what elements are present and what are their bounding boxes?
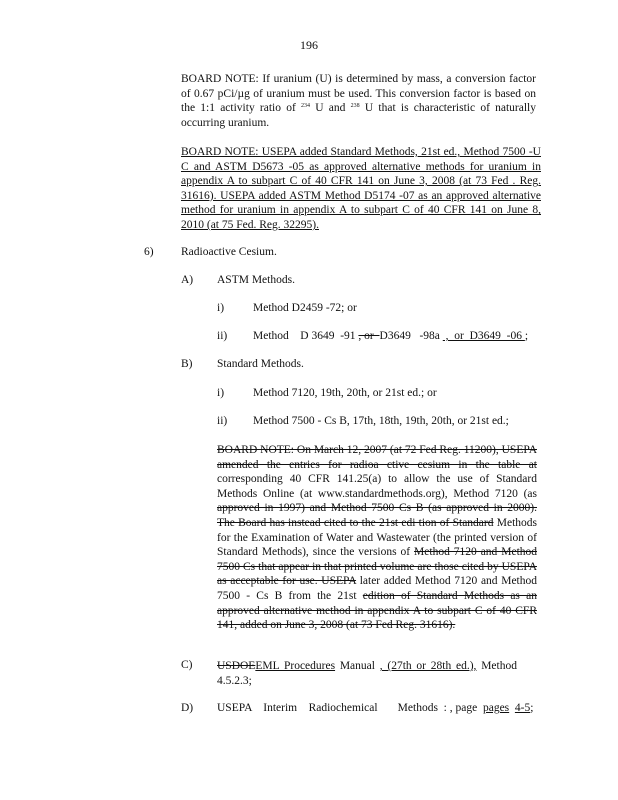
note1-text-c: U that is characteristic of naturally occurring uranium. — [181, 102, 536, 129]
item-a-ii-added: , or D3649 -06 — [442, 330, 525, 342]
item-a-heading: ASTM Methods. — [217, 274, 295, 286]
item-d-text — [217, 702, 533, 714]
item-b-ii-number: ii) — [217, 415, 228, 427]
item-c-struck: USDOE — [217, 660, 256, 672]
item-c-number: C) — [181, 659, 193, 671]
note3-text-1: corresponding 40 CFR 141.25(a) to allow the use of Standard Methods Online (at www.standardmethods.org), Method 7120 (as — [217, 473, 537, 500]
item-c-eml: EML Procedures — [255, 660, 336, 672]
item-c-edition: , (27th or 28th ed.), — [379, 660, 477, 672]
note3-struck-1: BOARD NOTE: On March 12, 2007 (at 72 Fed Reg. 11200), USEPA amended the entries for radioa ctive cesium in the table at — [217, 444, 537, 471]
note3-struck-2: approved in 1997) and Method 7500 Cs B (as approved in 2000). The Board has instead cited to the 21st edi tion of Standard — [217, 502, 537, 529]
item-b-ii-text: Method 7500 - Cs B, 17th, 18th, 19th, 20th, or 21st ed.; — [253, 415, 509, 427]
item-c-text — [217, 659, 517, 688]
note3-struck-4: edition of Standard Methods as an approved alternative method in appendix A to subpart C of 40 CFR 141, added on June 3, 2008 (at 73 Fed Reg. 31616). — [217, 589, 537, 632]
item-d-pages: pages — [482, 702, 510, 714]
item-d-part1: USEPA Interim Radiochemical Methods : , page — [217, 702, 483, 714]
item-b-i-number: i) — [217, 387, 225, 399]
item-a-ii-part3: ; — [524, 330, 529, 342]
item-6-number: 6) — [144, 246, 154, 258]
item-a-ii-part1: Method D 3649 -91 — [253, 330, 359, 342]
note1-text-b: U and — [310, 102, 351, 115]
item-a-number: A) — [181, 274, 194, 286]
board-note-uranium-methods: BOARD NOTE: USEPA added Standard Methods, 21st ed., Method 7500 -U C and ASTM D5673 -05 as approved alternative methods for uranium in appendix A to subpart C of 40 CFR 141 on June 3, 2008 (at 73 Fed . Reg. 31616). USEPA added ASTM Method D5174 -07 as an approved alternative method for uranium in appendix A to subpart C of 40 CFR 141 on June 8, 2010 (at 75 Fed. Reg. 32295). — [181, 146, 541, 231]
item-a-ii-part2: D3649 -98a — [379, 330, 443, 342]
note1-sup-234: 234 — [301, 103, 311, 110]
board-note-cesium — [217, 443, 537, 633]
item-d-range: 4-5 — [514, 702, 531, 714]
item-b-i-text: Method 7120, 19th, 20th, or 21st ed.; or — [253, 387, 437, 399]
item-a-ii-struck: , or — [358, 330, 380, 342]
item-b-heading: Standard Methods. — [217, 358, 304, 370]
note1-text-a: BOARD NOTE: If uranium (U) is determined by mass, a conversion factor of 0.67 pCi/µg of uranium must be used. This conversion factor is based on the 1:1 activity ratio of — [181, 73, 536, 115]
item-a-ii-text — [253, 330, 528, 342]
item-a-i-number: i) — [217, 302, 225, 314]
item-a-ii-number: ii) — [217, 330, 228, 342]
item-c-manual: Manual — [335, 660, 380, 672]
item-c-method: Method 4.5.2.3; — [217, 660, 517, 687]
page-number: 196 — [300, 38, 318, 52]
note3-text-3: later added Method 7120 and Method 7500 - Cs B from the 21st — [217, 575, 537, 602]
note3-text-2: Methods for the Examination of Water and Wastewater (the printed version of Standard Methods), since the versions of — [217, 516, 537, 559]
item-d-number: D) — [181, 702, 194, 714]
board-note-uranium-conversion — [181, 72, 536, 130]
item-b-number: B) — [181, 358, 193, 370]
item-d-part3: ; — [530, 702, 534, 714]
note3-struck-3: Method 7120 and Method 7500 Cs that appear in that printed volume are those cited by USEPA as acceptable for use. USEPA — [217, 546, 538, 588]
item-a-i-text: Method D2459 -72; or — [253, 302, 357, 314]
note1-sup-238: 238 — [350, 103, 360, 110]
item-6-heading: Radioactive Cesium. — [181, 246, 277, 258]
